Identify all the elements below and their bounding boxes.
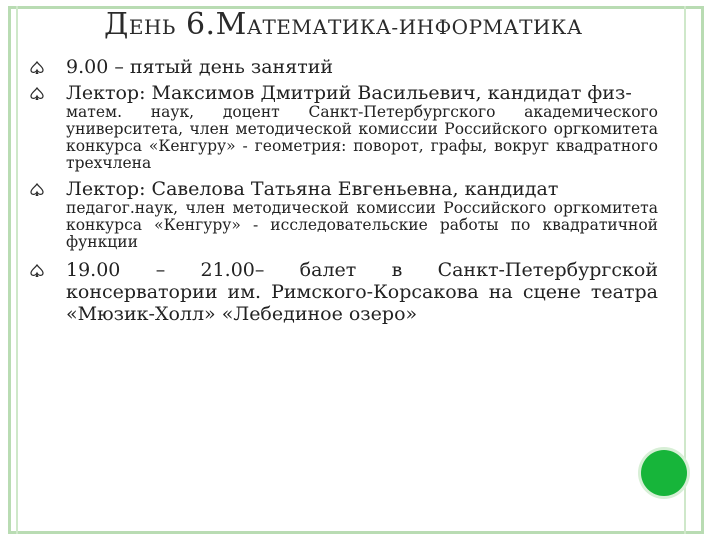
- list-item: [30, 82, 658, 172]
- list-item: [30, 56, 658, 78]
- list-item: [30, 259, 658, 325]
- spade-bullet-icon: [30, 183, 44, 197]
- bullet-lead: Лектор: Максимов Дмитрий Васильевич, кандидат физ-: [66, 82, 632, 104]
- spade-bullet-icon: [30, 87, 44, 101]
- spade-bullet-icon: [30, 264, 44, 278]
- bullet-lead: 9.00 – пятый день занятий: [66, 56, 334, 78]
- slide-right-rule: [684, 6, 686, 534]
- spade-bullet-icon: [30, 61, 44, 75]
- slide-content: [30, 56, 658, 325]
- slide-left-rule: [16, 6, 18, 534]
- title-d-cap: Д: [104, 7, 129, 42]
- list-item: [30, 178, 658, 251]
- slide-title: [104, 6, 664, 44]
- bullet-description: матем. наук, доцент Санкт-Петербургского академического университета, член методической комиссии Российского оргкомитета конкурса «Кенгуру» - геометрия: поворот, графы, вокруг квадратного трехчлена: [66, 103, 658, 172]
- bullet-lead: 19.00 – 21.00– балет в Санкт-Петербургской консерватории им. Римского-Корсакова на сцене театра «Мюзик-Холл» «Лебединое озеро»: [66, 259, 658, 325]
- title-m-rest: АТЕМАТИКА-ИНФОРМАТИКА: [246, 15, 583, 39]
- green-circle-icon: [641, 450, 687, 496]
- bullet-description: педагог.наук, член методической комиссии Российского оргкомитета конкурса «Кенгуру» - исследовательские работы по квадратичной функции: [66, 199, 658, 251]
- title-d-rest: ЕНЬ: [128, 15, 176, 39]
- title-m-cap: М: [215, 7, 247, 42]
- title-number: 6.: [175, 7, 216, 42]
- bullet-lead: Лектор: Савелова Татьяна Евгеньевна, кандидат: [66, 178, 559, 200]
